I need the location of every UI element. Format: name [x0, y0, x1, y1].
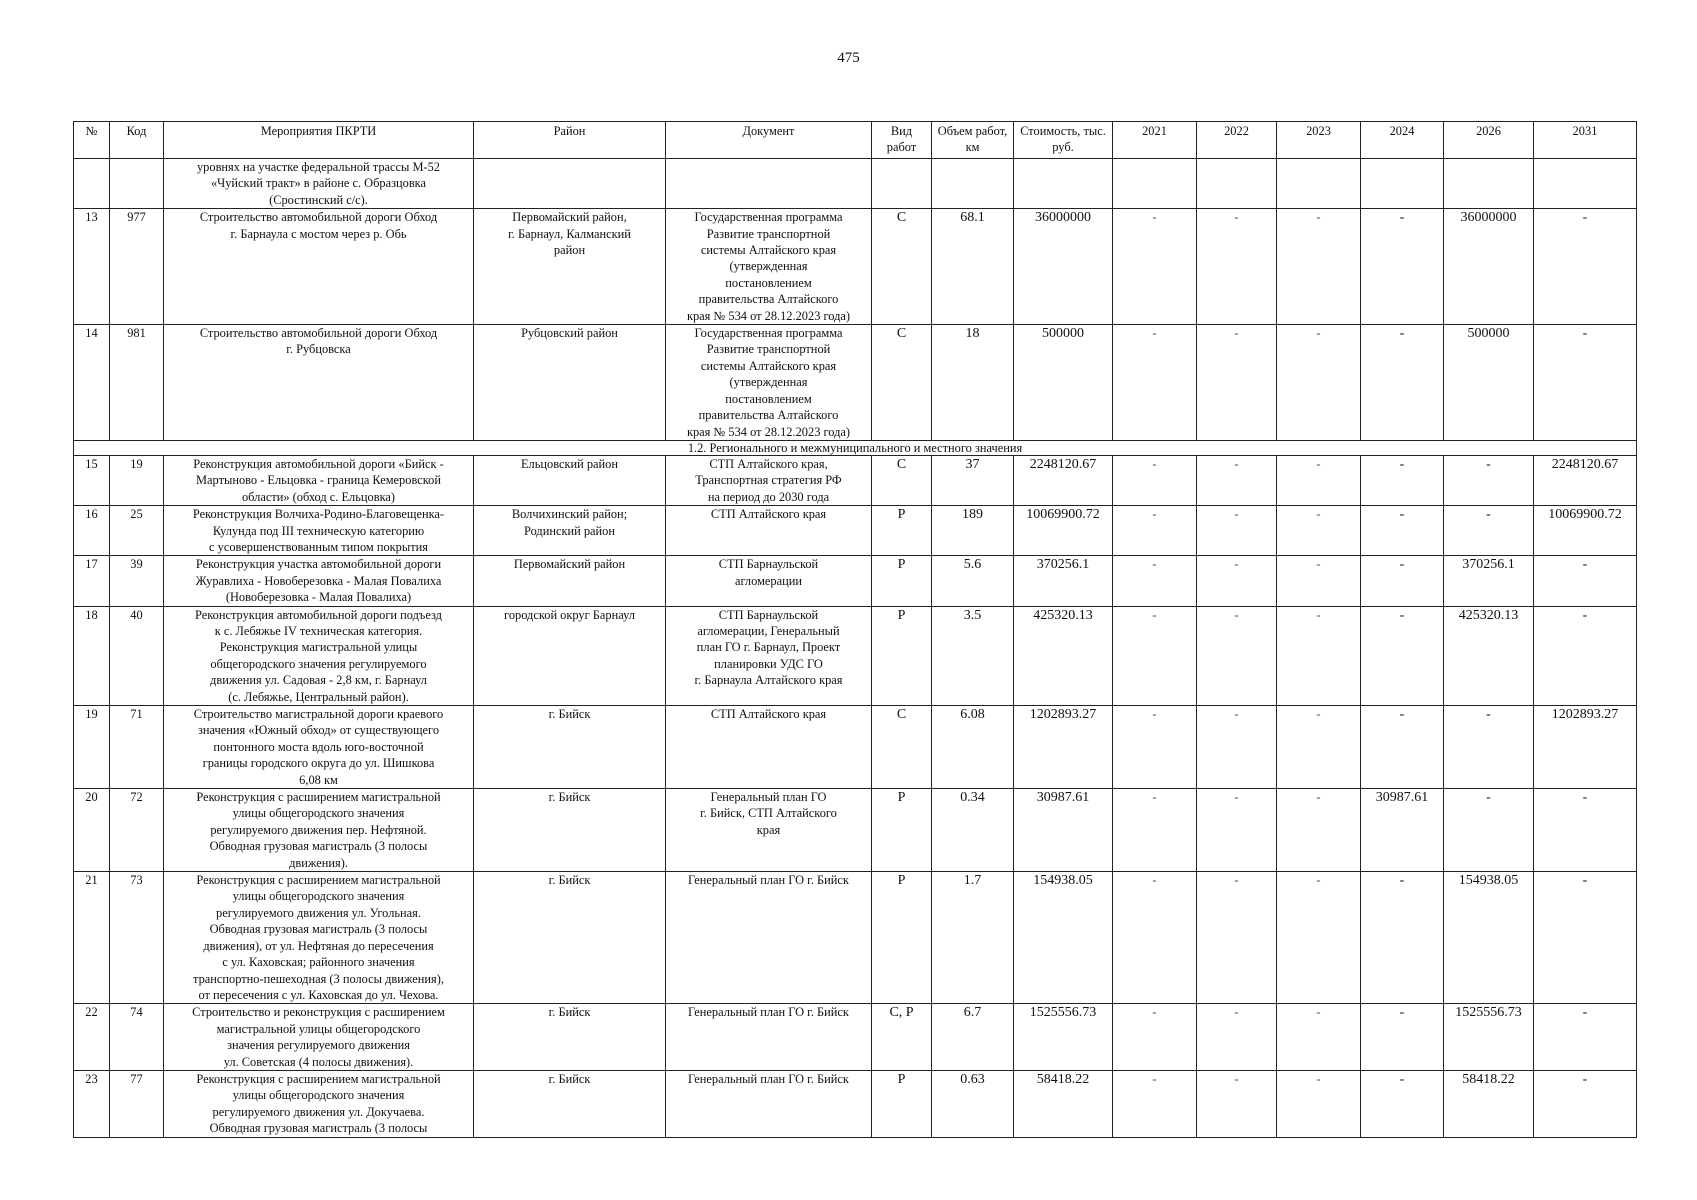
cell-code: 40: [110, 606, 164, 705]
cell-2021: -: [1113, 606, 1197, 705]
table-row: [74, 506, 1637, 556]
cell-2022: [1197, 159, 1277, 209]
cell-event: Строительство магистральной дороги краевого значения «Южный обход» от существующего понтонного моста вдоль юго-восточной границы городского округа до ул. Шишкова 6,08 км: [164, 706, 474, 789]
cell-cost: 370256.1: [1014, 556, 1113, 606]
cell-no: 21: [74, 872, 110, 1004]
cell-work-type: С: [872, 455, 932, 505]
cell-no: 17: [74, 556, 110, 606]
cell-2026: -: [1444, 789, 1534, 872]
table-row: [74, 706, 1637, 789]
table-row: [74, 606, 1637, 705]
cell-2023: -: [1277, 1070, 1361, 1137]
cell-cost: 58418.22: [1014, 1070, 1113, 1137]
table-row: [74, 1004, 1637, 1071]
cell-cost: 1525556.73: [1014, 1004, 1113, 1071]
cell-2026: 425320.13: [1444, 606, 1534, 705]
cell-2023: -: [1277, 872, 1361, 1004]
header-2021: 2021: [1113, 122, 1197, 159]
table-row: [74, 556, 1637, 606]
header-no: №: [74, 122, 110, 159]
cell-2026: -: [1444, 455, 1534, 505]
cell-event: Реконструкция с расширением магистральной улицы общегородского значения регулируемого движения ул. Докучаева. Обводная грузовая магистраль (3 полосы: [164, 1070, 474, 1137]
cell-2024: -: [1361, 1004, 1444, 1071]
cell-district: Ельцовский район: [474, 455, 666, 505]
cell-work-type: Р: [872, 872, 932, 1004]
cell-district: Первомайский район, г. Барнаул, Калманский район: [474, 209, 666, 325]
section-row: [74, 440, 1637, 455]
cell-work-type: С: [872, 325, 932, 441]
cell-work-type: С: [872, 209, 932, 325]
header-event: Мероприятия ПКРТИ: [164, 122, 474, 159]
table-header-row: [74, 122, 1637, 159]
cell-district: г. Бийск: [474, 706, 666, 789]
cell-no: 23: [74, 1070, 110, 1137]
header-2026: 2026: [1444, 122, 1534, 159]
cell-no: 18: [74, 606, 110, 705]
cell-2031: -: [1534, 606, 1637, 705]
cell-2031: 2248120.67: [1534, 455, 1637, 505]
cell-no: 16: [74, 506, 110, 556]
cell-document: СТП Барнаульской агломерации: [666, 556, 872, 606]
cell-code: 39: [110, 556, 164, 606]
cell-cost: 10069900.72: [1014, 506, 1113, 556]
cell-event: Реконструкция участка автомобильной дороги Журавлиха - Новоберезовка - Малая Повалиха (Новоберезовка - Малая Повалиха): [164, 556, 474, 606]
cell-2031: -: [1534, 789, 1637, 872]
cell-2031: -: [1534, 209, 1637, 325]
cell-2023: -: [1277, 455, 1361, 505]
cell-2026: 154938.05: [1444, 872, 1534, 1004]
cell-work-type: Р: [872, 556, 932, 606]
cell-2021: [1113, 159, 1197, 209]
cell-document: Государственная программа Развитие транспортной системы Алтайского края (утвержденная постановлением правительства Алтайского края № 534 от 28.12.2023 года): [666, 325, 872, 441]
cell-2026: [1444, 159, 1534, 209]
header-document: Документ: [666, 122, 872, 159]
cell-2023: -: [1277, 706, 1361, 789]
cell-2022: -: [1197, 325, 1277, 441]
cell-2021: -: [1113, 556, 1197, 606]
header-2022: 2022: [1197, 122, 1277, 159]
cell-document: [666, 159, 872, 209]
cell-no: 22: [74, 1004, 110, 1071]
cell-event: Реконструкция с расширением магистральной улицы общегородского значения регулируемого движения ул. Угольная. Обводная грузовая магистраль (3 полосы движения), от ул. Нефтяная до пересечения с ул. Каховская; районного значения транспортно-пешеходная (3 полосы движения), от пересечения с ул. Каховская до ул. Чехова.: [164, 872, 474, 1004]
cell-volume: 68.1: [932, 209, 1014, 325]
cell-no: 13: [74, 209, 110, 325]
cell-document: СТП Алтайского края, Транспортная стратегия РФ на период до 2030 года: [666, 455, 872, 505]
cell-2023: -: [1277, 606, 1361, 705]
cell-document: Генеральный план ГО г. Бийск: [666, 1070, 872, 1137]
cell-cost: 36000000: [1014, 209, 1113, 325]
cell-volume: 6.08: [932, 706, 1014, 789]
cell-event: Реконструкция автомобильной дороги «Бийск - Мартыново - Ельцовка - граница Кемеровской области» (обход с. Ельцовка): [164, 455, 474, 505]
cell-2023: -: [1277, 325, 1361, 441]
cell-2021: -: [1113, 506, 1197, 556]
table-row: [74, 455, 1637, 505]
cell-district: г. Бийск: [474, 1004, 666, 1071]
cell-2021: -: [1113, 209, 1197, 325]
cell-work-type: С: [872, 706, 932, 789]
table-row: [74, 209, 1637, 325]
cell-event: Реконструкция Волчиха-Родино-Благовещенка- Кулунда под III техническую категорию с усовершенствованным типом покрытия: [164, 506, 474, 556]
cell-2022: -: [1197, 872, 1277, 1004]
header-cost: Стоимость, тыс. руб.: [1014, 122, 1113, 159]
cell-2022: -: [1197, 1004, 1277, 1071]
cell-2031: 1202893.27: [1534, 706, 1637, 789]
cell-document: Генеральный план ГО г. Бийск, СТП Алтайского края: [666, 789, 872, 872]
cell-2026: 370256.1: [1444, 556, 1534, 606]
cell-2023: [1277, 159, 1361, 209]
cell-no: [74, 159, 110, 209]
cell-2031: -: [1534, 1070, 1637, 1137]
cell-work-type: Р: [872, 1070, 932, 1137]
header-volume: Объем работ, км: [932, 122, 1014, 159]
cell-2031: [1534, 159, 1637, 209]
cell-district: г. Бийск: [474, 789, 666, 872]
cell-volume: 6.7: [932, 1004, 1014, 1071]
cell-district: городской округ Барнаул: [474, 606, 666, 705]
cell-document: СТП Алтайского края: [666, 506, 872, 556]
cell-cost: 425320.13: [1014, 606, 1113, 705]
cell-work-type: [872, 159, 932, 209]
header-2023: 2023: [1277, 122, 1361, 159]
cell-no: 20: [74, 789, 110, 872]
cell-volume: 0.34: [932, 789, 1014, 872]
table-row: [74, 872, 1637, 1004]
cell-event: Строительство и реконструкция с расширением магистральной улицы общегородского значения регулируемого движения ул. Советская (4 полосы движения).: [164, 1004, 474, 1071]
cell-code: 71: [110, 706, 164, 789]
cell-2031: -: [1534, 325, 1637, 441]
cell-2021: -: [1113, 455, 1197, 505]
cell-volume: 5.6: [932, 556, 1014, 606]
cell-event: Строительство автомобильной дороги Обход г. Рубцовска: [164, 325, 474, 441]
cell-2024: -: [1361, 325, 1444, 441]
cell-event: уровнях на участке федеральной трассы М-52 «Чуйский тракт» в районе с. Образцовка (Сростинский с/с).: [164, 159, 474, 209]
cell-code: 981: [110, 325, 164, 441]
cell-code: 25: [110, 506, 164, 556]
cell-2024: -: [1361, 606, 1444, 705]
cell-district: [474, 159, 666, 209]
cell-2026: 58418.22: [1444, 1070, 1534, 1137]
cell-volume: 37: [932, 455, 1014, 505]
cell-code: 72: [110, 789, 164, 872]
cell-document: СТП Барнаульской агломерации, Генеральный план ГО г. Барнаул, Проект планировки УДС ГО г. Барнаула Алтайского края: [666, 606, 872, 705]
cell-2021: -: [1113, 872, 1197, 1004]
cell-event: Реконструкция с расширением магистральной улицы общегородского значения регулируемого движения пер. Нефтяной. Обводная грузовая магистраль (3 полосы движения).: [164, 789, 474, 872]
header-district: Район: [474, 122, 666, 159]
header-2031: 2031: [1534, 122, 1637, 159]
cell-2024: -: [1361, 556, 1444, 606]
cell-2031: -: [1534, 872, 1637, 1004]
cell-volume: 1.7: [932, 872, 1014, 1004]
cell-2026: 36000000: [1444, 209, 1534, 325]
table-row: [74, 789, 1637, 872]
cell-2024: [1361, 159, 1444, 209]
cell-2024: -: [1361, 506, 1444, 556]
cell-2021: -: [1113, 706, 1197, 789]
cell-code: 74: [110, 1004, 164, 1071]
cell-no: 15: [74, 455, 110, 505]
program-table: [73, 121, 1637, 1138]
header-code: Код: [110, 122, 164, 159]
cell-event: Реконструкция автомобильной дороги подъезд к с. Лебяжье IV техническая категория. Реконструкция магистральной улицы общегородского значения регулируемого движения ул. Садовая - 2,8 км, г. Барнаул (с. Лебяжье, Центральный район).: [164, 606, 474, 705]
cell-2021: -: [1113, 789, 1197, 872]
cell-2023: -: [1277, 1004, 1361, 1071]
cell-document: СТП Алтайского края: [666, 706, 872, 789]
cell-work-type: Р: [872, 789, 932, 872]
cell-2023: -: [1277, 506, 1361, 556]
cell-event: Строительство автомобильной дороги Обход г. Барнаула с мостом через р. Обь: [164, 209, 474, 325]
cell-code: 73: [110, 872, 164, 1004]
cell-cost: 1202893.27: [1014, 706, 1113, 789]
cell-2026: 1525556.73: [1444, 1004, 1534, 1071]
cell-no: 19: [74, 706, 110, 789]
header-2024: 2024: [1361, 122, 1444, 159]
cell-2021: -: [1113, 1070, 1197, 1137]
cell-document: Генеральный план ГО г. Бийск: [666, 872, 872, 1004]
cell-2022: -: [1197, 209, 1277, 325]
cell-district: Рубцовский район: [474, 325, 666, 441]
cell-2023: -: [1277, 556, 1361, 606]
cell-2021: -: [1113, 325, 1197, 441]
cell-2021: -: [1113, 1004, 1197, 1071]
cell-cost: 500000: [1014, 325, 1113, 441]
cell-volume: [932, 159, 1014, 209]
header-work-type: Вид работ: [872, 122, 932, 159]
cell-district: г. Бийск: [474, 1070, 666, 1137]
cell-work-type: Р: [872, 506, 932, 556]
cell-document: Государственная программа Развитие транспортной системы Алтайского края (утвержденная постановлением правительства Алтайского края № 534 от 28.12.2023 года): [666, 209, 872, 325]
cell-2031: -: [1534, 556, 1637, 606]
cell-cost: [1014, 159, 1113, 209]
cell-code: [110, 159, 164, 209]
cell-2024: -: [1361, 455, 1444, 505]
cell-district: Первомайский район: [474, 556, 666, 606]
cell-2022: -: [1197, 506, 1277, 556]
cell-2024: 30987.61: [1361, 789, 1444, 872]
cell-volume: 189: [932, 506, 1014, 556]
cell-code: 977: [110, 209, 164, 325]
cell-2022: -: [1197, 556, 1277, 606]
section-title: 1.2. Регионального и межмуниципального и местного значения: [74, 440, 1637, 455]
cell-2023: -: [1277, 209, 1361, 325]
cell-2022: -: [1197, 455, 1277, 505]
cell-code: 19: [110, 455, 164, 505]
cell-2031: 10069900.72: [1534, 506, 1637, 556]
cell-2022: -: [1197, 1070, 1277, 1137]
cell-code: 77: [110, 1070, 164, 1137]
cell-document: Генеральный план ГО г. Бийск: [666, 1004, 872, 1071]
cell-cost: 154938.05: [1014, 872, 1113, 1004]
cell-no: 14: [74, 325, 110, 441]
cell-volume: 18: [932, 325, 1014, 441]
cell-work-type: Р: [872, 606, 932, 705]
cell-2022: -: [1197, 606, 1277, 705]
table-row: [74, 325, 1637, 441]
table-row: [74, 1070, 1637, 1137]
cell-2031: -: [1534, 1004, 1637, 1071]
cell-2023: -: [1277, 789, 1361, 872]
cell-work-type: С, Р: [872, 1004, 932, 1071]
cell-cost: 30987.61: [1014, 789, 1113, 872]
cell-2022: -: [1197, 789, 1277, 872]
continuation-row: [74, 159, 1637, 209]
page-number: 475: [837, 50, 860, 66]
cell-cost: 2248120.67: [1014, 455, 1113, 505]
cell-2026: 500000: [1444, 325, 1534, 441]
cell-2026: -: [1444, 706, 1534, 789]
cell-2024: -: [1361, 706, 1444, 789]
cell-2024: -: [1361, 872, 1444, 1004]
cell-2024: -: [1361, 209, 1444, 325]
cell-volume: 3.5: [932, 606, 1014, 705]
cell-2024: -: [1361, 1070, 1444, 1137]
cell-2022: -: [1197, 706, 1277, 789]
cell-district: г. Бийск: [474, 872, 666, 1004]
cell-2026: -: [1444, 506, 1534, 556]
cell-district: Волчихинский район; Родинский район: [474, 506, 666, 556]
cell-volume: 0.63: [932, 1070, 1014, 1137]
